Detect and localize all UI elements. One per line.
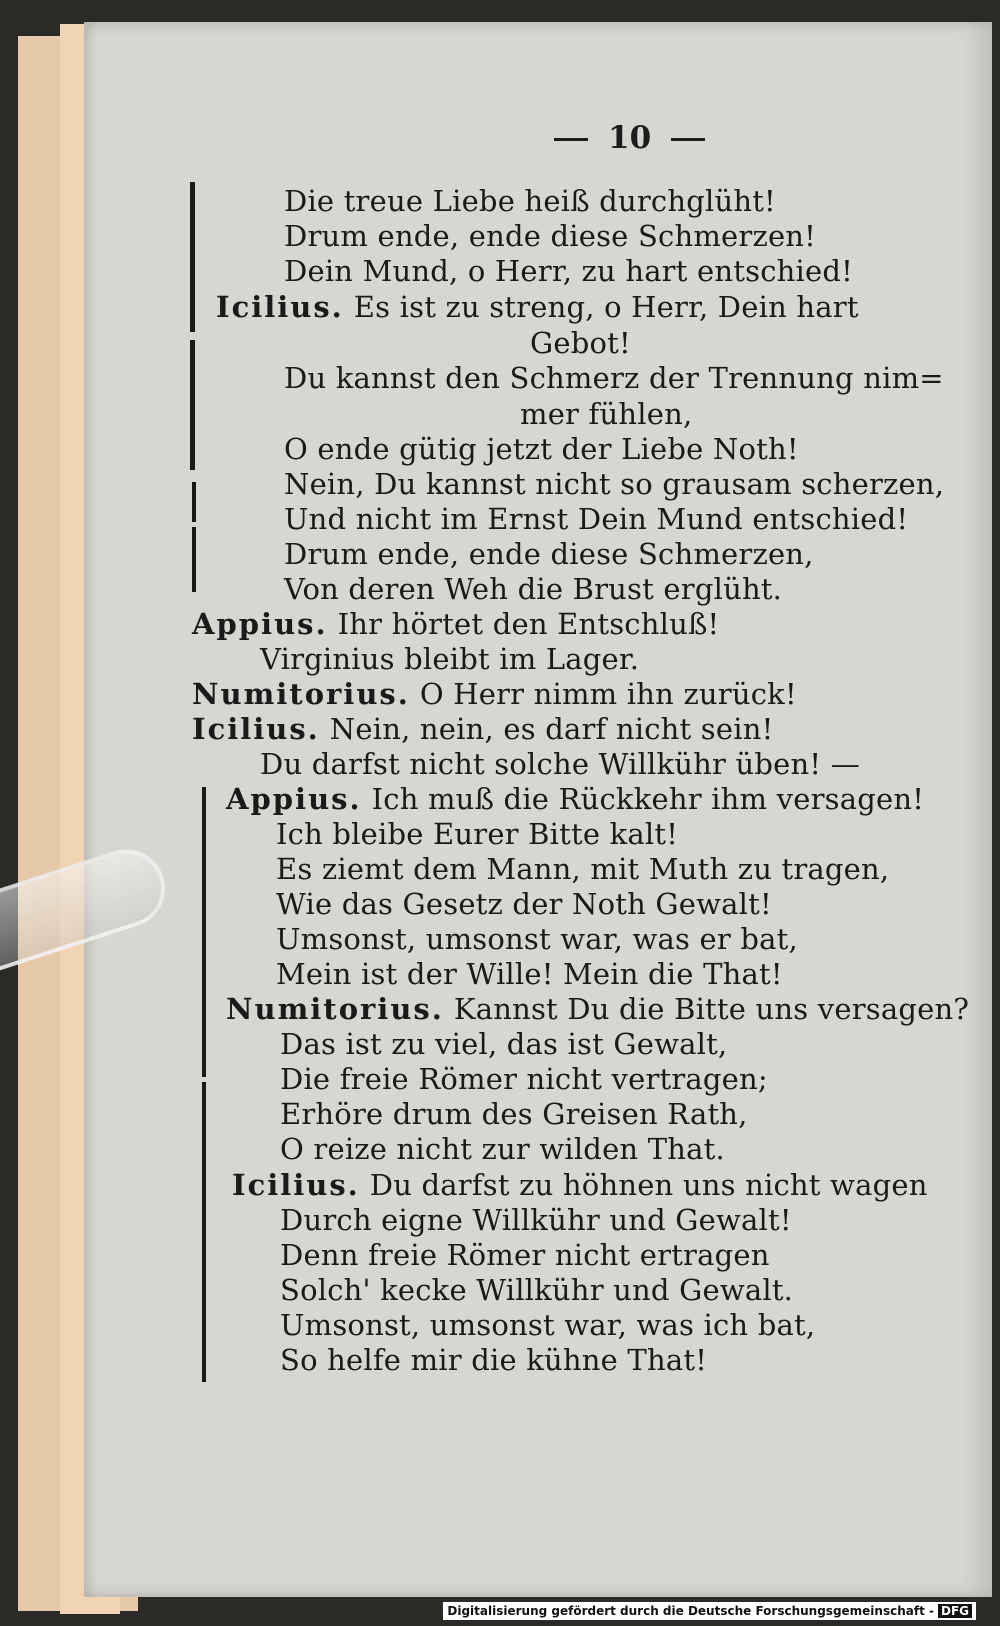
verse-text: Virginius bleibt im Lager.: [260, 642, 640, 676]
verse-bracket: [192, 527, 196, 592]
verse-bracket: [202, 787, 206, 1077]
verse-text: Ich bleibe Eurer Bitte kalt!: [276, 817, 679, 851]
verse-text: Und nicht im Ernst Dein Mund entschied!: [284, 502, 909, 536]
speaker-name: Icilius.: [216, 290, 344, 324]
verse-text: Du darfst nicht solche Willkühr üben! —: [260, 747, 860, 781]
page-number: 10: [534, 120, 725, 156]
verse-text: Ihr hörtet den Entschluß!: [337, 607, 720, 641]
text-line: [260, 642, 639, 676]
text-line: [284, 502, 908, 536]
speaker-name: Appius.: [226, 782, 362, 816]
verse-text: Umsonst, umsonst war, was ich bat,: [280, 1308, 816, 1342]
verse-text: Das ist zu viel, das ist Gewalt,: [280, 1027, 728, 1061]
verse-bracket: [192, 482, 196, 522]
text-line: [530, 326, 631, 360]
verse-text: Drum ende, ende diese Schmerzen,: [284, 537, 814, 571]
text-line: [280, 1238, 770, 1272]
verse-text: So helfe mir die kühne That!: [280, 1343, 708, 1377]
text-line: [276, 817, 678, 851]
verse-text: Die freie Römer nicht vertragen;: [280, 1062, 768, 1096]
verse-text: Es ist zu streng, o Herr, Dein hart: [353, 290, 859, 324]
text-line: [280, 1203, 792, 1237]
text-line: [284, 361, 944, 395]
text-line: [192, 677, 797, 711]
verse-bracket: [190, 182, 195, 332]
verse-text: Wie das Gesetz der Noth Gewalt!: [276, 887, 772, 921]
text-line: [276, 922, 798, 956]
footer-credit: Digitalisierung gefördert durch die Deutsche Forschungsgemeinschaft - DFG: [443, 1602, 976, 1620]
verse-bracket: [190, 340, 195, 470]
verse-text: Kannst Du die Bitte uns versagen?: [453, 992, 970, 1026]
verse-text: Drum ende, ende diese Schmerzen!: [284, 219, 817, 253]
book-page: [84, 22, 992, 1597]
verse-text: Nein, nein, es darf nicht sein!: [329, 712, 774, 746]
verse-text: Es ziemt dem Mann, mit Muth zu tragen,: [276, 852, 890, 886]
text-line: [284, 219, 816, 253]
text-line: [280, 1132, 725, 1166]
speaker-name: Numitorius.: [226, 992, 444, 1026]
verse-text: Nein, Du kannst nicht so grausam scherzen,: [284, 467, 945, 501]
verse-text: Ich muß die Rückkehr ihm versagen!: [371, 782, 925, 816]
verse-text: Durch eigne Willkühr und Gewalt!: [280, 1203, 792, 1237]
text-line: [280, 1343, 707, 1377]
verse-text: Umsonst, umsonst war, was er bat,: [276, 922, 798, 956]
verse-text: Gebot!: [530, 326, 631, 360]
text-line: [226, 992, 969, 1026]
dash-right: [671, 138, 705, 141]
text-line: [226, 782, 924, 816]
verse-text: O reize nicht zur wilden That.: [280, 1132, 725, 1166]
text-line: [520, 397, 692, 431]
text-line: [280, 1308, 815, 1342]
text-line: [280, 1273, 793, 1307]
verse-text: Dein Mund, o Herr, zu hart entschied!: [284, 254, 853, 288]
text-line: [284, 537, 814, 571]
text-line: [280, 1097, 748, 1131]
speaker-name: Appius.: [192, 607, 328, 641]
verse-bracket: [202, 1082, 206, 1382]
text-line: [276, 852, 889, 886]
text-line: [216, 290, 859, 324]
verse-text: Mein ist der Wille! Mein die That!: [276, 957, 783, 991]
dfg-logo: DFG: [938, 1604, 972, 1618]
verse-text: O ende gütig jetzt der Liebe Noth!: [284, 432, 799, 466]
text-line: [232, 1168, 928, 1202]
verse-text: Denn freie Römer nicht ertragen: [280, 1238, 770, 1272]
verse-text: O Herr nimm ihn zurück!: [419, 677, 797, 711]
text-line: [276, 887, 772, 921]
dash-left: [554, 138, 588, 141]
verse-text: Die treue Liebe heiß durchglüht!: [284, 184, 776, 218]
text-line: [280, 1062, 768, 1096]
text-line: [192, 607, 719, 641]
verse-text: mer fühlen,: [520, 397, 693, 431]
verse-text: Von deren Weh die Brust erglüht.: [284, 572, 783, 606]
verse-text: Du kannst den Schmerz der Trennung nim=: [284, 361, 944, 395]
verse-text: Du darfst zu höhnen uns nicht wagen: [369, 1168, 928, 1202]
text-line: [260, 747, 860, 781]
text-line: [284, 432, 799, 466]
text-line: [284, 184, 776, 218]
text-line: [284, 572, 782, 606]
text-line: [284, 254, 853, 288]
speaker-name: Icilius.: [232, 1168, 360, 1202]
text-line: [284, 467, 944, 501]
speaker-name: Icilius.: [192, 712, 320, 746]
text-line: [280, 1027, 727, 1061]
verse-text: Solch' kecke Willkühr und Gewalt.: [280, 1273, 794, 1307]
speaker-name: Numitorius.: [192, 677, 410, 711]
text-line: [276, 957, 783, 991]
verse-text: Erhöre drum des Greisen Rath,: [280, 1097, 748, 1131]
text-line: [192, 712, 773, 746]
